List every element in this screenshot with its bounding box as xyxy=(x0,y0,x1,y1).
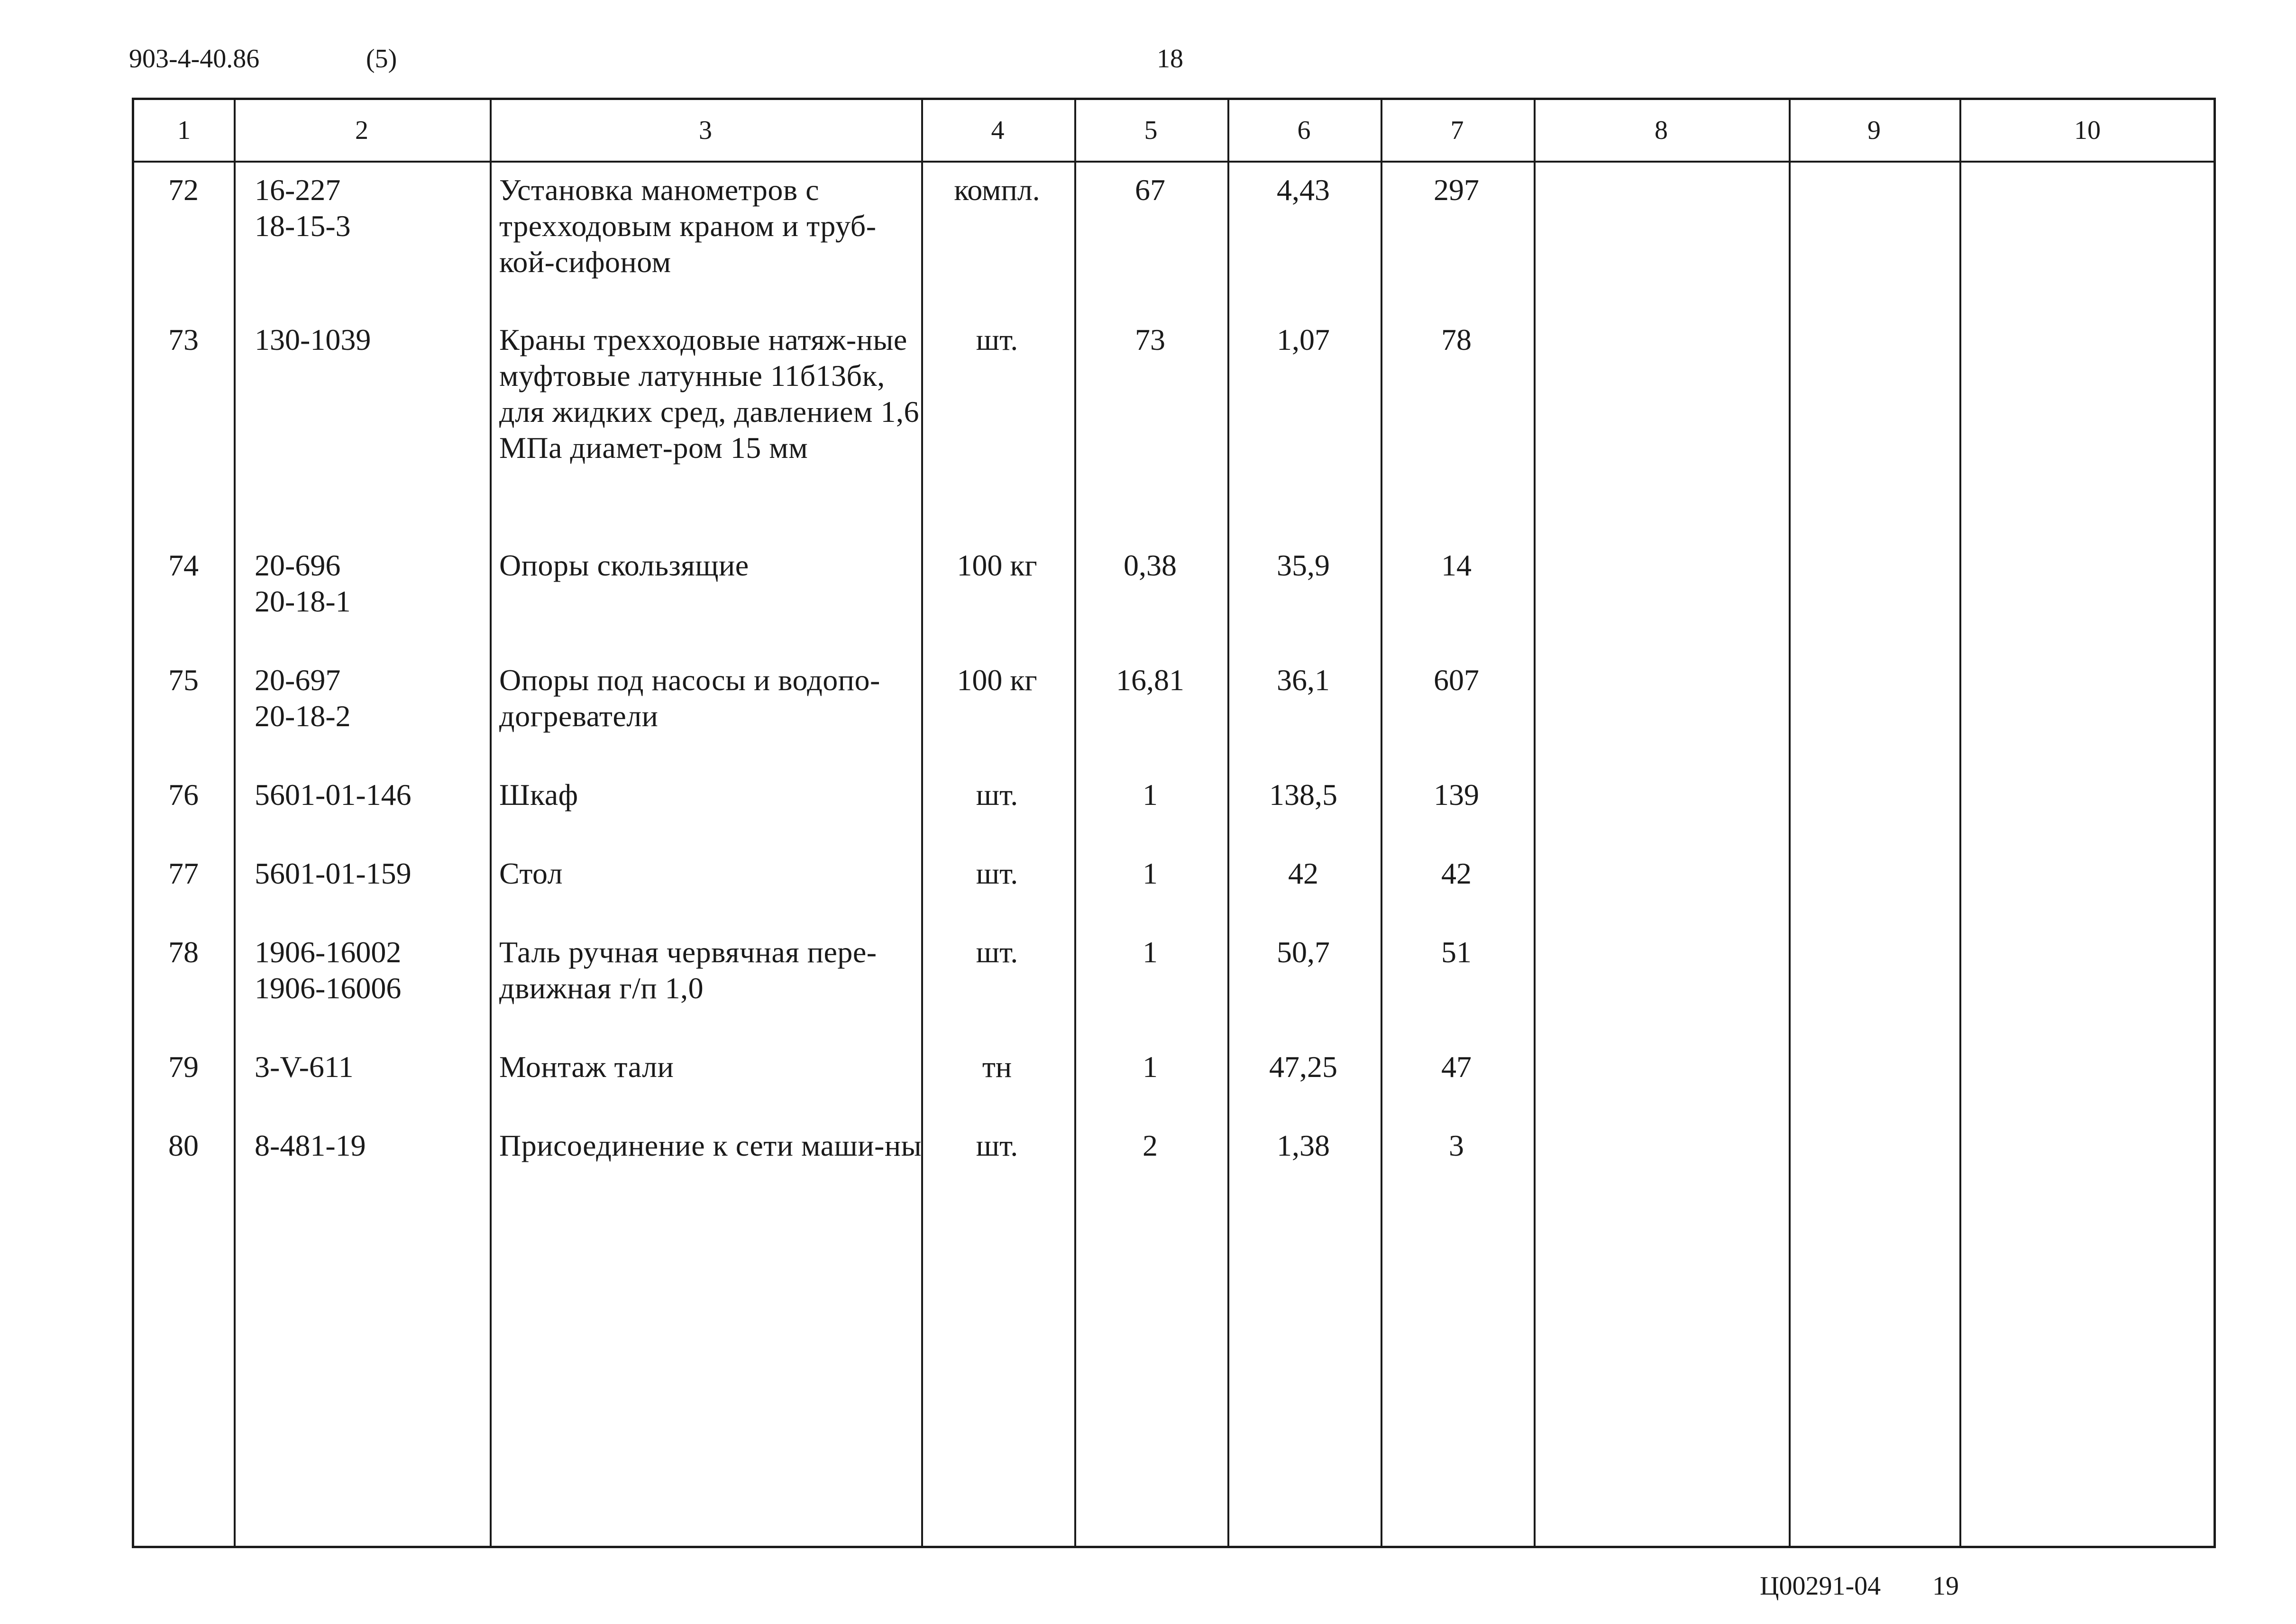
column-divider xyxy=(1959,100,1961,1546)
column-divider xyxy=(234,100,236,1546)
row-total: 51 xyxy=(1441,935,1472,969)
row-price: 138,5 xyxy=(1269,778,1337,812)
row-number: 76 xyxy=(168,778,199,812)
row-number: 77 xyxy=(168,857,199,890)
row-unit: шт. xyxy=(976,935,1018,969)
column-divider xyxy=(1074,100,1076,1546)
row-code: 8-481-19 xyxy=(255,1129,366,1162)
column-header-3: 3 xyxy=(699,116,712,145)
row-unit: тн xyxy=(982,1050,1012,1084)
column-header-5: 5 xyxy=(1144,116,1158,145)
row-number: 79 xyxy=(168,1050,199,1084)
row-unit: 100 кг xyxy=(957,663,1037,697)
row-code: 5601-01-159 xyxy=(255,857,412,890)
row-total: 47 xyxy=(1441,1050,1472,1084)
row-code: 20-697 20-18-2 xyxy=(255,663,351,733)
row-number: 72 xyxy=(168,173,199,207)
stamp-code: Ц00291-04 xyxy=(1760,1571,1881,1601)
row-name: Монтаж тали xyxy=(499,1050,674,1084)
row-price: 50,7 xyxy=(1277,935,1330,969)
row-name: Установка манометров с трехходовым краном и труб-кой-сифоном xyxy=(499,173,877,279)
row-total: 139 xyxy=(1434,778,1479,812)
row-code: 20-696 20-18-1 xyxy=(255,548,351,618)
row-price: 35,9 xyxy=(1277,548,1330,582)
row-quantity: 67 xyxy=(1135,173,1165,207)
row-number: 73 xyxy=(168,323,199,356)
row-code: 3-V-611 xyxy=(255,1050,354,1084)
row-total: 607 xyxy=(1434,663,1479,697)
column-divider xyxy=(1381,100,1382,1546)
row-name: Опоры скользящие xyxy=(499,548,749,582)
row-name: Таль ручная червячная пере-движная г/п 1,0 xyxy=(499,935,877,1005)
row-total: 42 xyxy=(1441,857,1472,890)
row-unit: шт. xyxy=(976,857,1018,890)
row-price: 47,25 xyxy=(1269,1050,1337,1084)
row-total: 78 xyxy=(1441,323,1472,356)
document-code: 903-4-40.86 xyxy=(129,44,260,73)
row-price: 4,43 xyxy=(1277,173,1330,207)
column-header-6: 6 xyxy=(1297,116,1311,145)
row-number: 78 xyxy=(168,935,199,969)
page-number: 18 xyxy=(1157,44,1183,73)
row-price: 42 xyxy=(1288,857,1318,890)
sheet-number: 19 xyxy=(1932,1571,1959,1601)
row-total: 14 xyxy=(1441,548,1472,582)
row-unit: шт. xyxy=(976,323,1018,356)
document-part: (5) xyxy=(366,44,397,73)
row-quantity: 0,38 xyxy=(1124,548,1177,582)
row-number: 75 xyxy=(168,663,199,697)
row-unit: шт. xyxy=(976,1129,1018,1162)
row-price: 1,38 xyxy=(1277,1129,1330,1162)
column-divider xyxy=(921,100,923,1546)
estimate-table xyxy=(132,98,2216,1548)
row-quantity: 73 xyxy=(1135,323,1165,356)
row-code: 16-227 18-15-3 xyxy=(255,173,351,243)
row-number: 74 xyxy=(168,548,199,582)
header-divider xyxy=(134,161,2214,163)
column-divider xyxy=(1227,100,1229,1546)
row-number: 80 xyxy=(168,1129,199,1162)
column-divider xyxy=(1534,100,1536,1546)
row-code: 1906-16002 1906-16006 xyxy=(255,935,402,1005)
column-header-2: 2 xyxy=(355,116,368,145)
row-name: Опоры под насосы и водопо-догреватели xyxy=(499,663,880,733)
row-quantity: 16,81 xyxy=(1116,663,1184,697)
column-header-1: 1 xyxy=(177,116,191,145)
row-quantity: 2 xyxy=(1143,1129,1158,1162)
row-name: Шкаф xyxy=(499,778,578,812)
row-unit: компл. xyxy=(954,173,1040,207)
row-price: 1,07 xyxy=(1277,323,1330,356)
row-unit: 100 кг xyxy=(957,548,1037,582)
row-code: 5601-01-146 xyxy=(255,778,412,812)
row-total: 297 xyxy=(1434,173,1479,207)
row-quantity: 1 xyxy=(1143,857,1158,890)
row-price: 36,1 xyxy=(1277,663,1330,697)
column-header-7: 7 xyxy=(1450,116,1464,145)
column-header-10: 10 xyxy=(2074,116,2101,145)
row-name: Присоединение к сети маши-ны xyxy=(499,1129,922,1162)
row-name: Краны трехходовые натяж-ные муфтовые латунные 11б13бк, для жидких сред, давлением 1,6 МПа диамет-ром 15 мм xyxy=(499,323,919,465)
row-unit: шт. xyxy=(976,778,1018,812)
row-quantity: 1 xyxy=(1143,1050,1158,1084)
row-name: Стол xyxy=(499,857,563,890)
column-header-9: 9 xyxy=(1867,116,1881,145)
row-quantity: 1 xyxy=(1143,778,1158,812)
column-header-8: 8 xyxy=(1655,116,1668,145)
column-header-4: 4 xyxy=(991,116,1005,145)
row-code: 130-1039 xyxy=(255,323,371,356)
column-divider xyxy=(1789,100,1791,1546)
column-divider xyxy=(490,100,492,1546)
row-quantity: 1 xyxy=(1143,935,1158,969)
row-total: 3 xyxy=(1449,1129,1464,1162)
